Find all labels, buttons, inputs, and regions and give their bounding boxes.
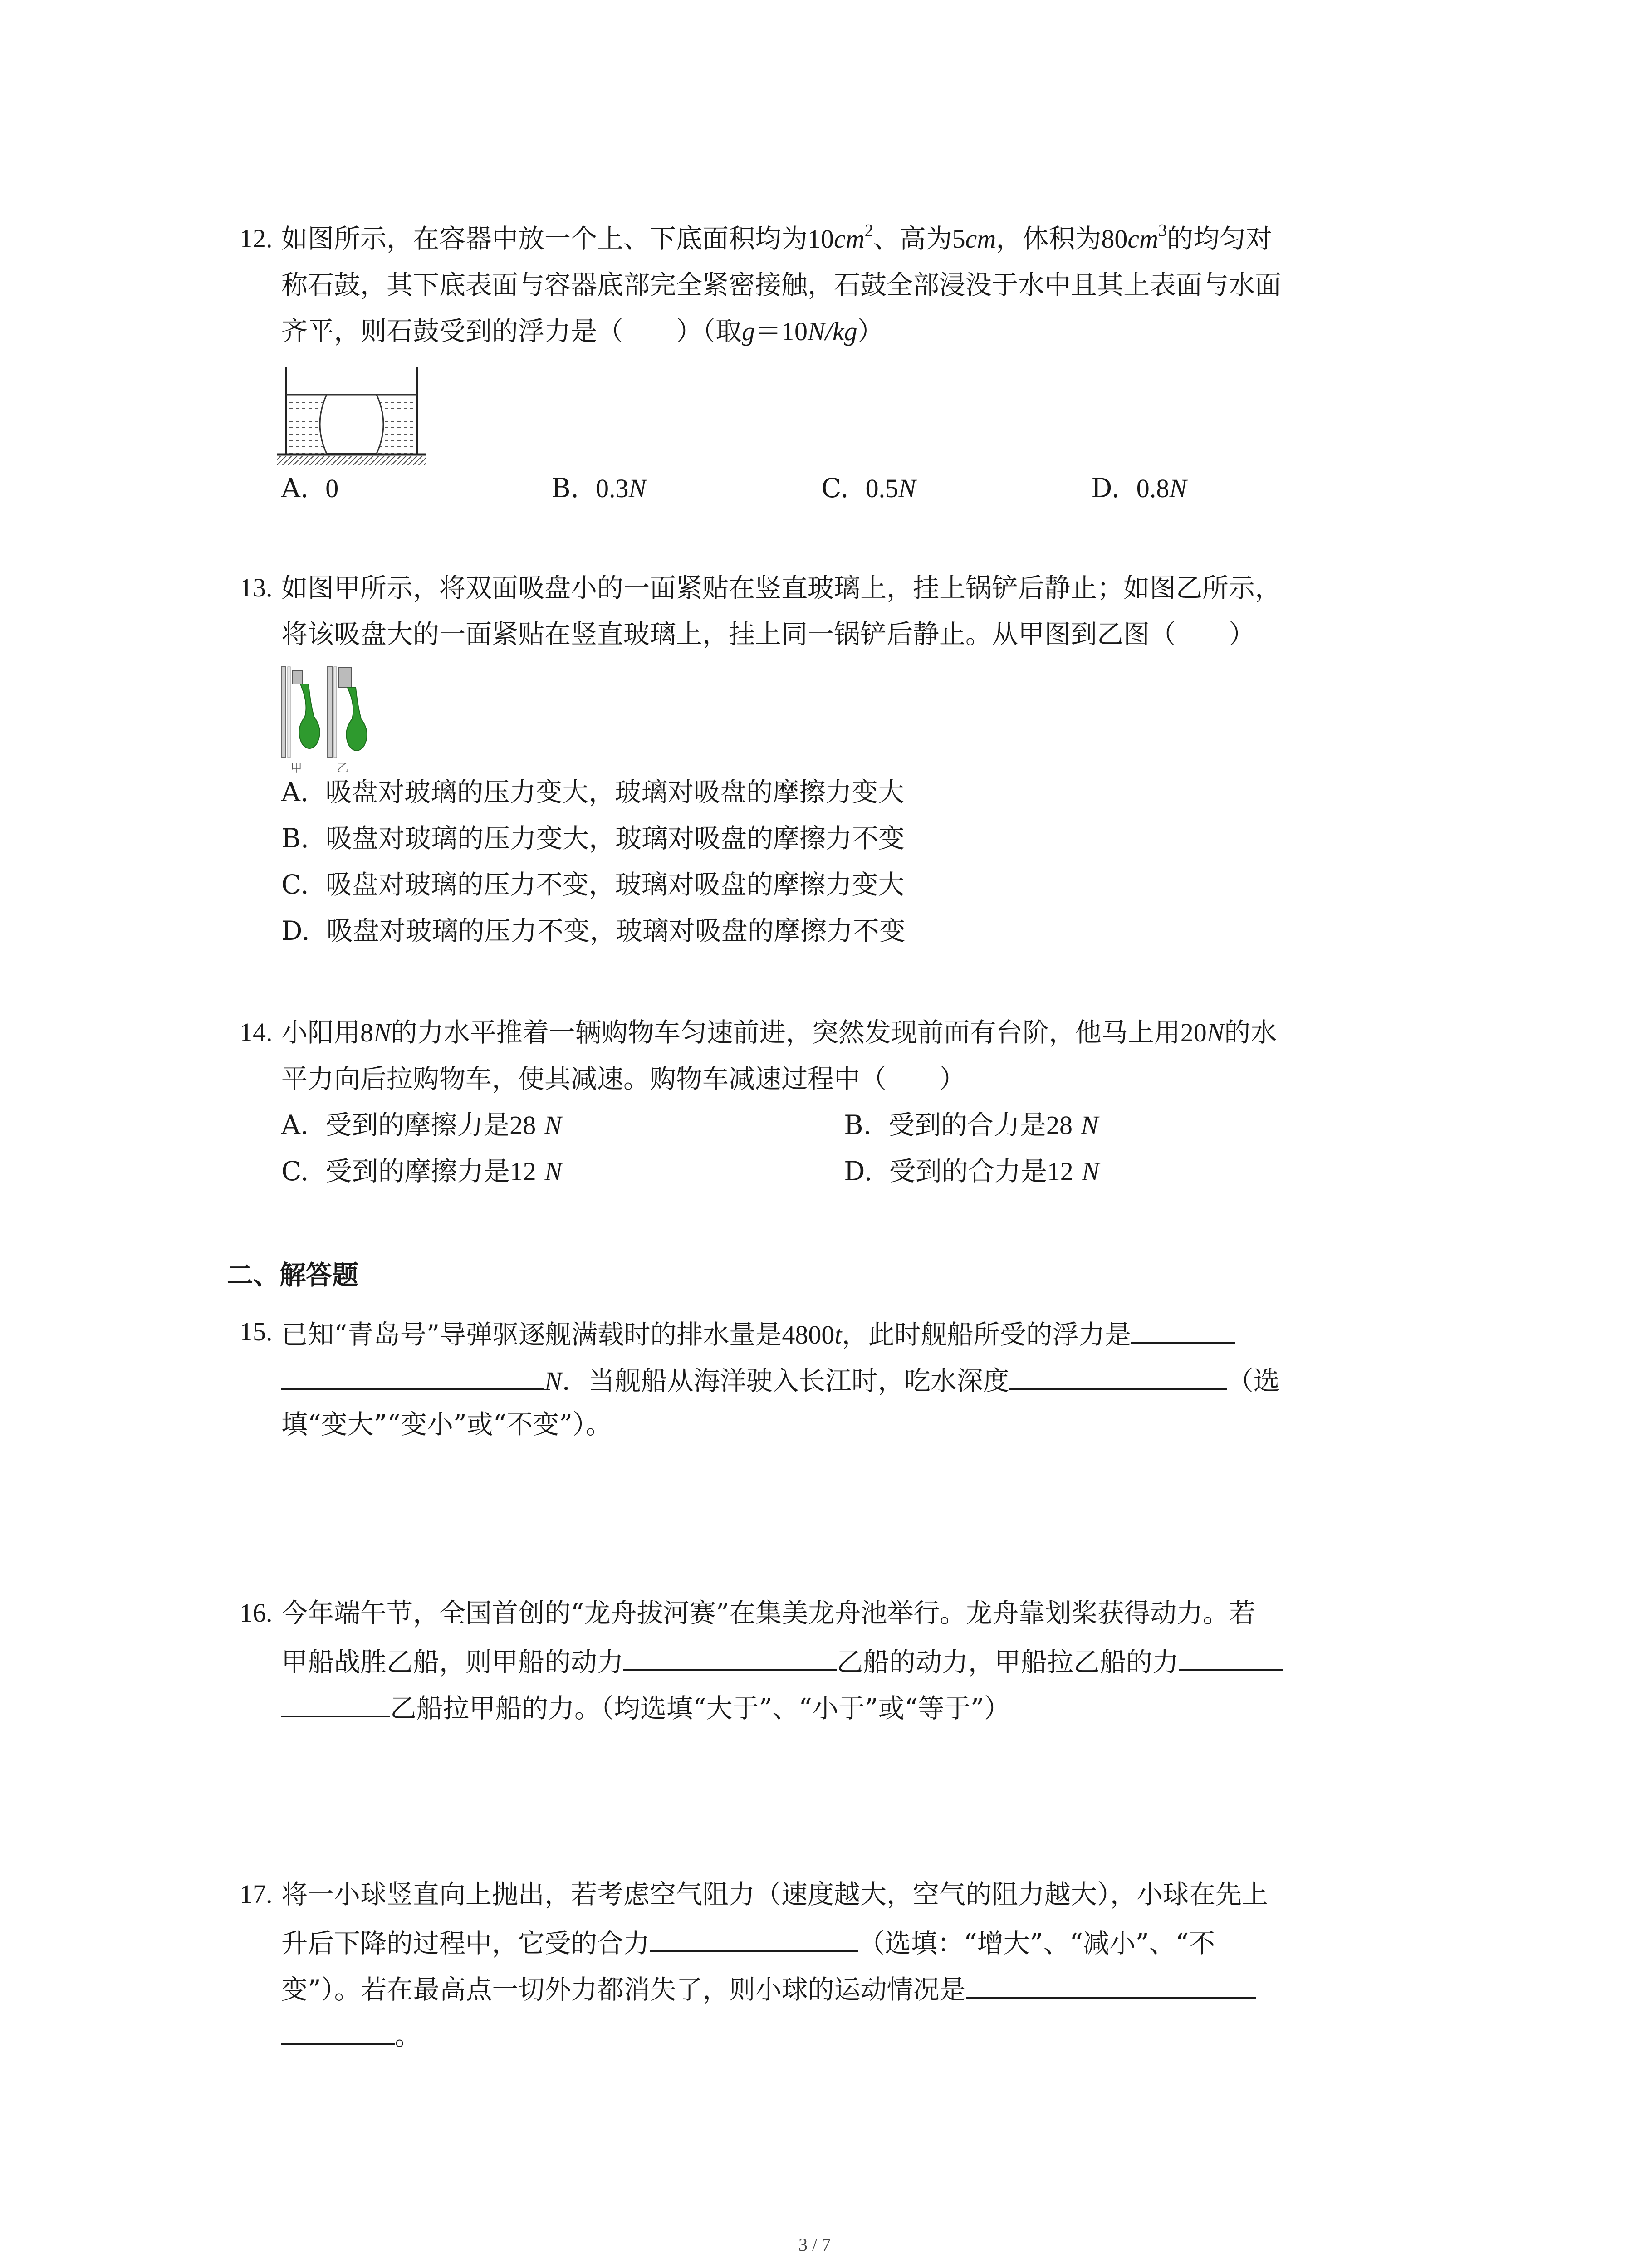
q14-line1: 小阳用8N的力水平推着一辆购物车匀速前进，突然发现前面有台阶，他马上用20N的水 xyxy=(281,1017,1277,1048)
q13-option-c: C. 吸盘对玻璃的压力不变，玻璃对吸盘的摩擦力变大 xyxy=(281,869,905,900)
q16-line2: 甲船战胜乙船，则甲船的动力 乙船的动力，甲船拉乙船的力 xyxy=(281,1643,1283,1678)
q15-line2: N．当舰船从海洋驶入长江时，吃水深度 （选 xyxy=(281,1362,1280,1398)
q12-option-d: D. 0.8N xyxy=(1091,473,1187,503)
figure-label-yi: 乙 xyxy=(337,762,349,775)
q14-line2: 平力向后拉购物车，使其减速。购物车减速过程中（ ） xyxy=(281,1063,966,1094)
q17-line4: 。 xyxy=(281,2017,421,2052)
q16-blank-power[interactable] xyxy=(623,1643,837,1671)
q13-option-a: A. 吸盘对玻璃的压力变大，玻璃对吸盘的摩擦力变大 xyxy=(281,777,905,807)
q13-option-b: B. 吸盘对玻璃的压力变大，玻璃对吸盘的摩擦力不变 xyxy=(281,823,905,854)
q17-line3: 变”）。若在最高点一切外力都消失了，则小球的运动情况是 xyxy=(281,1970,1256,2006)
q17-blank-motion-b[interactable] xyxy=(281,2017,395,2045)
q16-blank-force-b[interactable] xyxy=(281,1689,390,1717)
q16-line3: 乙船拉甲船的力。（均选填“大于”、“小于”或“等于”） xyxy=(281,1689,1010,1725)
q15-blank-buoyancy-a[interactable] xyxy=(1131,1315,1235,1344)
q12-option-a: A. 0 xyxy=(281,473,339,503)
q13-line2: 将该吸盘大的一面紧贴在竖直玻璃上，挂上同一锅铲后静止。从甲图到乙图（ ） xyxy=(281,619,1255,650)
q12-line1: 如图所示，在容器中放一个上、下底面积均为$10cm^2$、高为5cm，体积为$80cm^3$的均匀对 xyxy=(281,221,1272,254)
q12-option-c: C. 0.5N xyxy=(821,473,916,503)
q13-line1: 如图甲所示，将双面吸盘小的一面紧贴在竖直玻璃上，挂上锅铲后静止；如图乙所示， xyxy=(281,572,1282,603)
q17-line2: 升后下降的过程中，它受的合力 （选填：“增大”、“减小”、“不 xyxy=(281,1924,1215,1960)
q14-option-a: A. 受到的摩擦力是28 N xyxy=(281,1110,562,1140)
q16-line1: 今年端午节，全国首创的“龙舟拔河赛”在集美龙舟池举行。龙舟靠划桨获得动力。若 xyxy=(281,1598,1256,1628)
stone-drum-container-figure xyxy=(277,367,426,472)
q17-blank-net-force[interactable] xyxy=(650,1924,858,1952)
q15-blank-draft[interactable] xyxy=(1009,1362,1227,1390)
q17-line1: 将一小球竖直向上抛出，若考虑空气阻力（速度越大，空气的阻力越大），小球在先上 xyxy=(281,1879,1269,1910)
q16-number: 16. xyxy=(240,1598,273,1628)
q13-option-d: D. 吸盘对玻璃的压力不变，玻璃对吸盘的摩擦力不变 xyxy=(281,915,906,946)
suction-cup-spatula-figure xyxy=(277,662,377,776)
q16-blank-force-a[interactable] xyxy=(1179,1643,1283,1671)
q14-option-c: C. 受到的摩擦力是12 N xyxy=(281,1156,562,1187)
q12-line3: 齐平，则石鼓受到的浮力是（ ）（取g＝10N/kg） xyxy=(281,316,884,347)
figure-label-jia: 甲 xyxy=(290,762,303,775)
q14-option-b: B. 受到的合力是28 N xyxy=(844,1110,1099,1140)
q15-line3: 填“变大”“变小”或“不变”）。 xyxy=(281,1409,612,1440)
q14-option-d: D. 受到的合力是12 N xyxy=(844,1156,1099,1187)
q13-number: 13. xyxy=(240,573,273,602)
section-title: 二、解答题 xyxy=(227,1260,359,1290)
q12-option-b: B. 0.3N xyxy=(551,473,647,503)
page-number: 3 / 7 xyxy=(798,2234,831,2255)
q12-line2: 称石鼓，其下底表面与容器底部完全紧密接触，石鼓全部浸没于水中且其上表面与水面 xyxy=(281,269,1282,300)
q15-blank-buoyancy-b[interactable] xyxy=(281,1362,544,1390)
q17-blank-motion-a[interactable] xyxy=(966,1970,1256,1999)
q12-number: 12. xyxy=(240,224,273,253)
q14-number: 14. xyxy=(240,1017,273,1047)
q15-line1: 已知“青岛号”导弹驱逐舰满载时的排水量是4800t，此时舰船所受的浮力是 xyxy=(281,1315,1235,1351)
q17-number: 17. xyxy=(240,1879,273,1909)
q15-number: 15. xyxy=(240,1317,273,1346)
